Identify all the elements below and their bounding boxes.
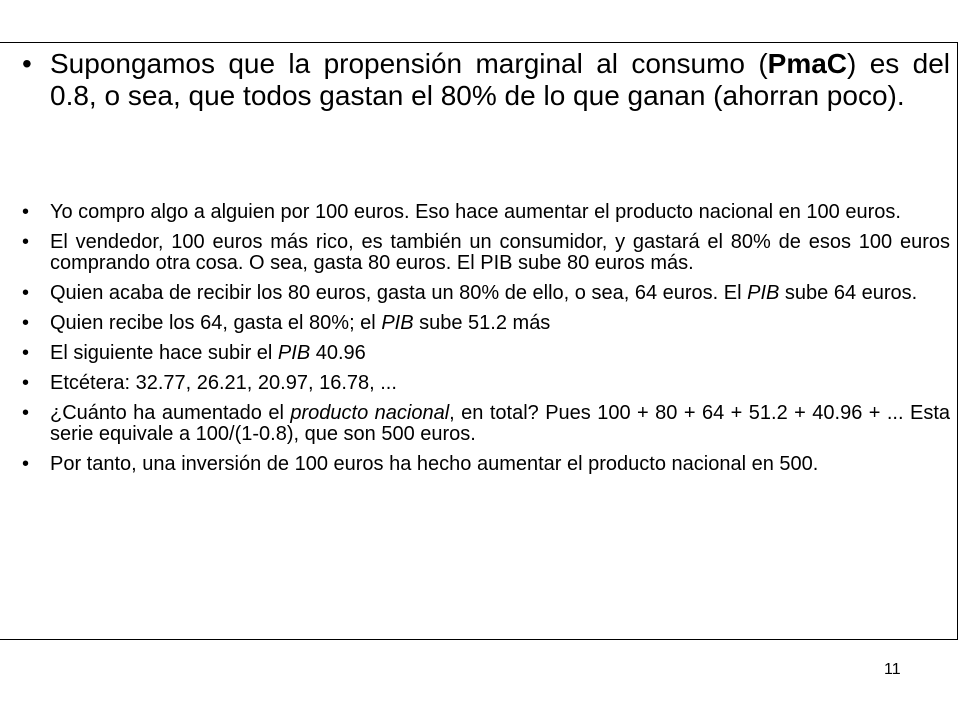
pib-term: PIB bbox=[277, 342, 311, 364]
list-item-text: El vendedor, 100 euros más rico, es también un consumidor, y gastará el 80% de esos 100 euros comprando otra cosa. O sea, gasta 80 euros. El PIB sube 80 euros más. bbox=[50, 231, 950, 274]
intro-text-1: Supongamos que la propensión marginal al consumo ( bbox=[50, 48, 768, 79]
list-item-text: sube 51.2 más bbox=[413, 312, 551, 334]
bullet-icon: • bbox=[22, 402, 30, 424]
list-item-text: Quien recibe los 64, gasta el 80%; el bbox=[50, 312, 382, 334]
page-number: 11 bbox=[884, 661, 901, 678]
list-item bbox=[20, 454, 950, 475]
pib-term: PIB bbox=[747, 282, 780, 304]
intro-term: PmaC bbox=[767, 48, 848, 79]
list-item bbox=[20, 202, 950, 223]
bullet-icon: • bbox=[22, 231, 30, 253]
bullet-icon: • bbox=[22, 453, 30, 475]
bullet-icon: • bbox=[22, 282, 30, 304]
list-item bbox=[20, 403, 950, 445]
list-item-text: Etcétera: 32.77, 26.21, 20.97, 16.78, ... bbox=[50, 372, 397, 394]
list-item-text: El siguiente hace subir el bbox=[50, 342, 278, 364]
list-item bbox=[20, 313, 950, 334]
intro-text-2: ) es del 0.8, o sea, que todos gastan el 80% de lo que ganan (ahorran poco). bbox=[50, 48, 950, 111]
list-item-text: , en total? Pues 100 + 80 + 64 + 51.2 + 40.96 + ... Esta serie equivale a 100/(1-0.8), que son 500 euros. bbox=[50, 402, 951, 445]
list-item bbox=[20, 232, 950, 274]
list-item-text: ¿Cuánto ha aumentado el bbox=[50, 402, 291, 424]
bullet-icon: • bbox=[22, 48, 32, 79]
intro-item bbox=[20, 48, 950, 112]
list-item-text: Yo compro algo a alguien por 100 euros. Eso hace aumentar el producto nacional en 100 euros. bbox=[50, 201, 901, 223]
list-item-text: Quien acaba de recibir los 80 euros, gasta un 80% de ello, o sea, 64 euros. El bbox=[50, 282, 748, 304]
list-item-text: Por tanto, una inversión de 100 euros ha hecho aumentar el producto nacional en 500. bbox=[50, 453, 819, 475]
list-item bbox=[20, 343, 950, 364]
intro-list bbox=[20, 48, 950, 112]
bullet-icon: • bbox=[22, 201, 30, 223]
bullet-icon: • bbox=[22, 312, 30, 334]
list-item-text: 40.96 bbox=[310, 342, 366, 364]
list-item-text: sube 64 euros. bbox=[779, 282, 918, 304]
explanation-list bbox=[20, 202, 950, 484]
emphasis-term: producto nacional bbox=[290, 402, 450, 424]
list-item bbox=[20, 373, 950, 394]
pib-term: PIB bbox=[381, 312, 414, 334]
list-item bbox=[20, 283, 950, 304]
bullet-icon: • bbox=[22, 342, 30, 364]
bullet-icon: • bbox=[22, 372, 30, 394]
